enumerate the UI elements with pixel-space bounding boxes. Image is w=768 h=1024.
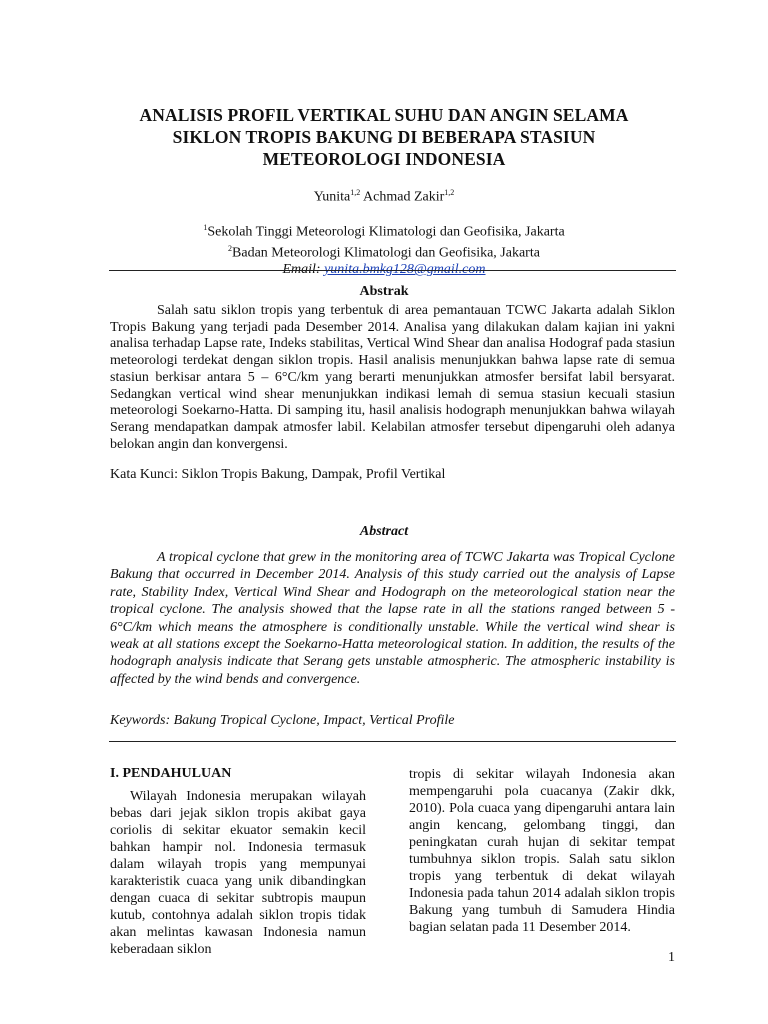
affiliation bbox=[80, 220, 688, 241]
email-link[interactable]: yunita.bmkg128@gmail.com bbox=[324, 262, 486, 278]
section-heading: I. PENDAHULUAN bbox=[110, 766, 232, 781]
divider-bottom bbox=[109, 741, 676, 742]
affiliation-mark: 1 bbox=[203, 223, 208, 232]
author-name: Yunita bbox=[313, 189, 351, 205]
affiliation bbox=[80, 241, 688, 262]
intro-column-left: Wilayah Indonesia merupakan wilayah bebas dari jejak siklon tropis akibat gaya coriolis di sekitar ekuator semakin kecil bahkan hampir nol. Indonesia termasuk dalam wilayah tropis yang mempunyai karakteristik cuaca yang unik dibandingkan dengan cuaca di sekitar subtropis maupun kutub, contohnya adalah siklon tropis tidak akan melintas kawasan Indonesia namun keberadaan siklon bbox=[110, 789, 366, 957]
intro-column-right: tropis di sekitar wilayah Indonesia akan mempengaruhi pola cuacanya (Zakir dkk, 2010). Pola cuaca yang dipengaruhi antara lain angin kencang, gelombang tinggi, dan peningkatan curah hujan di sekitar tempat tumbuhnya siklon tropis. Salah satu siklon tropis yang terbentuk di dekat wilayah Indonesia pada tahun 2014 adalah siklon tropis Bakung yang tumbuh di Samudera Hindia bagian selatan pada 11 Desember 2014. bbox=[409, 767, 675, 935]
abstract-body: A tropical cyclone that grew in the monitoring area of TCWC Jakarta was Tropical Cyclone Bakung that occurred in December 2014. Analysis of this study carried out the analysis of Lapse rate, Stability Index, Vertical Wind Shear and Hodograph on the meteorological station near the tropical cyclone. The analysis showed that the lapse rate in all the stations ranged between 5 - 6°C/km which means the atmosphere is conditionally unstable. While the vertical wind shear is weak at all stations except the Soekarno-Hatta meteorological station. In addition, the results of the hodograph analysis indicate that Serang gets unstable atmospheric. The atmospheric instability is affected by the wind bends and convergence. bbox=[110, 550, 675, 687]
author-affiliation-mark: 1,2 bbox=[350, 188, 361, 197]
title-line: SIKLON TROPIS BAKUNG DI BEBERAPA STASIUN bbox=[172, 127, 596, 147]
email-label: Email: bbox=[282, 262, 321, 278]
abstrak-heading: Abstrak bbox=[359, 284, 409, 299]
title-line: ANALISIS PROFIL VERTIKAL SUHU DAN ANGIN SELAMA bbox=[139, 105, 629, 125]
author-list bbox=[80, 188, 688, 206]
divider-top bbox=[109, 270, 676, 271]
keywords: Keywords: Bakung Tropical Cyclone, Impact, Vertical Profile bbox=[110, 713, 455, 728]
title-line: METEOROLOGI INDONESIA bbox=[262, 149, 506, 169]
paper-title bbox=[80, 104, 688, 170]
affiliation-text: Sekolah Tinggi Meteorologi Klimatologi dan Geofisika, Jakarta bbox=[207, 224, 565, 240]
page-number: 1 bbox=[668, 950, 675, 965]
author-name: Achmad Zakir bbox=[363, 189, 445, 205]
abstract-heading: Abstract bbox=[359, 524, 409, 539]
affiliation-mark: 2 bbox=[228, 244, 233, 254]
author-affiliation-mark: 1,2 bbox=[444, 188, 455, 197]
abstrak-body: Salah satu siklon tropis yang terbentuk di area pemantauan TCWC Jakarta adalah Siklon Tropis Bakung yang terjadi pada Desember 2014. Analisa yang dilakukan dalam kajian ini yakni analisa terhadap Lapse rate, Indeks stabilitas, Vertical Wind Shear dan analisa Hodograf pada stasiun meteorologi terdekat dengan siklon tropis. Hasil analisis menunjukkan bahwa lapse rate di semua stasiun berkisar antara 5 – 6°C/km yang berarti menunjukkan atmosfer bersifat labil bersyarat. Sedangkan vertical wind shear menunjukkan indikasi lemah di semua stasiun kecuali stasiun meteorologi Soekarno-Hatta. Di samping itu, hasil analisis hodograph menunjukkan bahwa wilayah Serang mendapatkan dampak atmosfer labil. Kelabilan atmosfer tersebut dipengaruhi oleh adanya belokan angin dan konvergensi. bbox=[110, 303, 675, 452]
affiliation-text: Badan Meteorologi Klimatologi dan Geofisika, Jakarta bbox=[232, 245, 540, 261]
kata-kunci: Kata Kunci: Siklon Tropis Bakung, Dampak, Profil Vertikal bbox=[110, 467, 446, 482]
